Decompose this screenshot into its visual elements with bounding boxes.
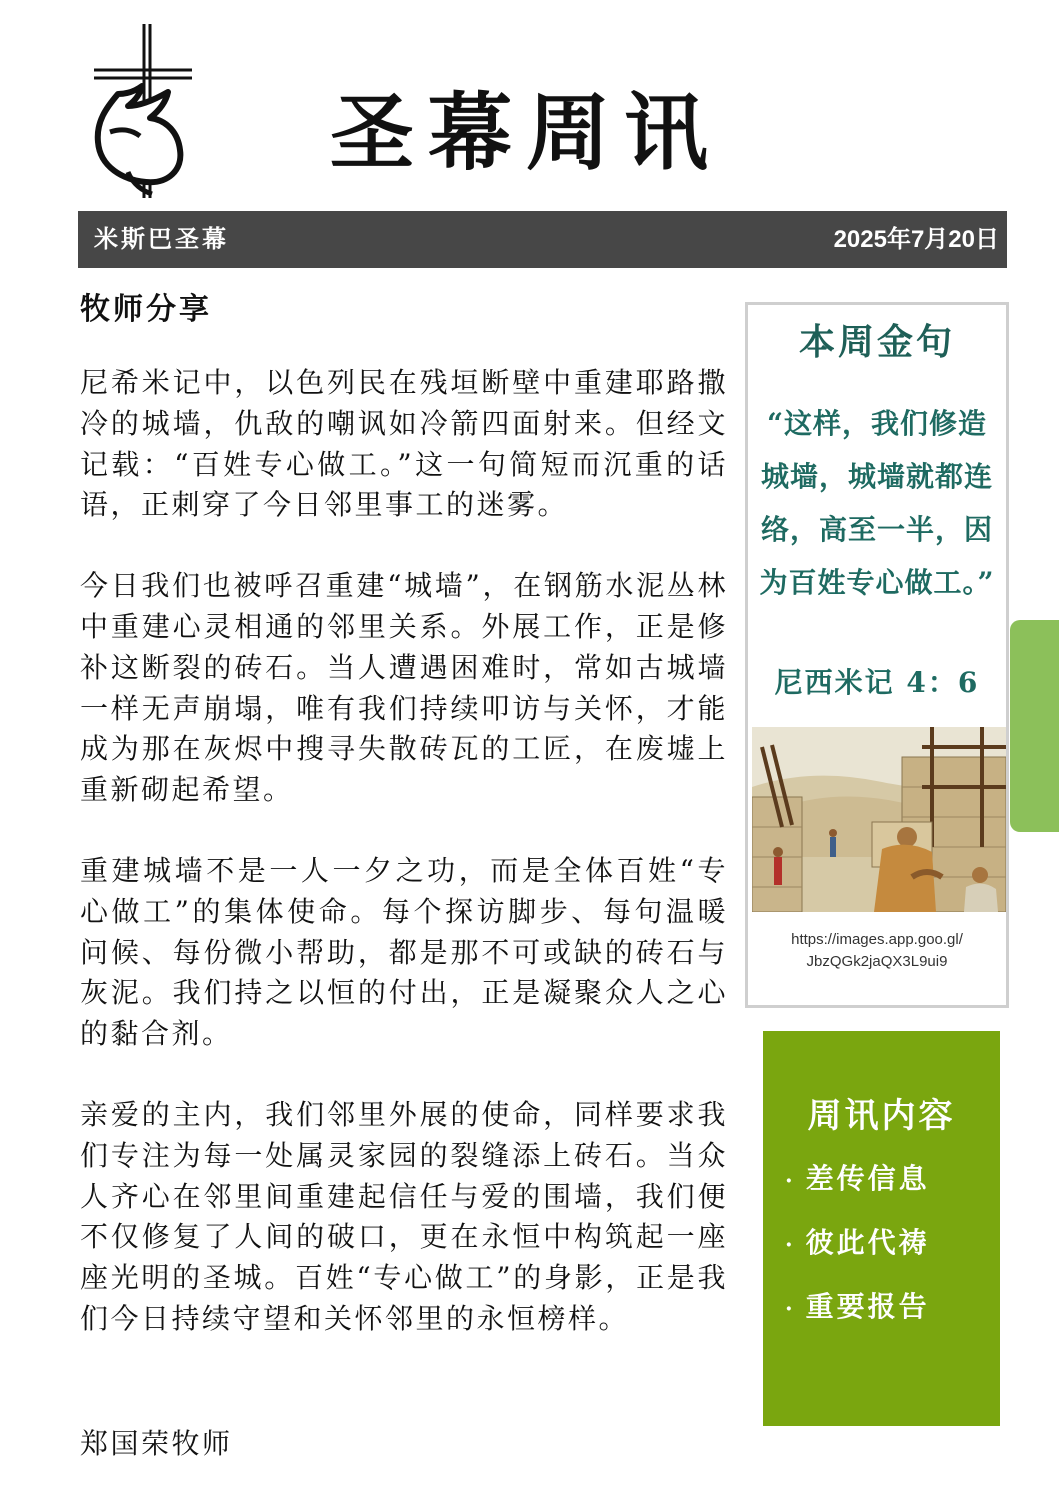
verse-text: “这样，我们修造城墙，城墙就都连络，高至一半，因为百姓专心做工。” <box>759 407 995 599</box>
bullet-icon: · <box>785 1296 796 1322</box>
contents-item-label: 差传信息 <box>805 1162 930 1195</box>
contents-list <box>785 1157 930 1349</box>
pastor-signature: 郑国荣牧师 <box>80 1427 233 1460</box>
contents-item <box>785 1221 930 1267</box>
article-paragraph: 今日我们也被呼召重建“城墙”，在钢筋水泥丛林中重建心灵相通的邻里关系。外展工作，正是修补这断裂的砖石。当人遭遇困难时，常如古城墙一样无声崩塌，唯有我们持续叩访与关怀，才能成为那在灰烬中搜寻失散砖瓦的工匠，在废墟上重新砌起希望。 <box>80 569 728 807</box>
header-banner <box>78 211 1007 268</box>
bullet-icon: · <box>785 1232 796 1258</box>
church-name: 米斯巴圣幕 <box>94 225 229 253</box>
image-url-line-1: https://images.app.goo.gl/ <box>791 931 963 948</box>
contents-item <box>785 1157 930 1203</box>
issue-date: 2025年7月20日 <box>833 226 999 253</box>
article-paragraph: 尼希米记中，以色列民在残垣断壁中重建耶路撒冷的城墙，仇敌的嘲讽如冷箭四面射来。但经文记载：“百姓专心做工。”这一句简短而沉重的话语，正刺穿了今日邻里事工的迷雾。 <box>80 366 728 522</box>
contents-title: 周讯内容 <box>807 1096 956 1136</box>
verse-title: 本周金句 <box>798 321 955 363</box>
contents-item-label: 重要报告 <box>805 1290 930 1323</box>
cross-and-dove-icon <box>88 22 198 202</box>
contents-item-label: 彼此代祷 <box>805 1226 930 1259</box>
weekly-verse-box <box>745 302 1009 1008</box>
verse-reference: 尼西米记 4：6 <box>774 666 980 699</box>
newsletter-title: 圣幕周讯 <box>330 83 723 182</box>
wall-rebuilding-illustration <box>752 727 1006 912</box>
bullet-icon: · <box>785 1168 796 1194</box>
side-tab <box>1010 620 1059 832</box>
pastor-article <box>80 363 728 1380</box>
contents-item <box>785 1285 930 1331</box>
article-heading: 牧师分享 <box>80 292 212 327</box>
article-paragraph: 亲爱的主内，我们邻里外展的使命，同样要求我们专注为每一处属灵家园的裂缝添上砖石。当众人齐心在邻里间重建起信任与爱的围墙，我们便不仅修复了人间的破口，更在永恒中构筑起一座座光明的圣城。百姓“专心做工”的身影，正是我们今日持续守望和关怀邻里的永恒榜样。 <box>80 1097 728 1335</box>
article-paragraph: 重建城墙不是一人一夕之功，而是全体百姓“专心做工”的集体使命。每个探访脚步、每句温暖问候、每份微小帮助，都是那不可或缺的砖石与灰泥。我们持之以恒的付出，正是凝聚众人之心的黏合剂。 <box>80 853 728 1051</box>
newsletter-contents-box <box>763 1031 1000 1426</box>
image-url-line-2: JbzQGk2jaQX3L9ui9 <box>806 953 948 970</box>
image-source-url[interactable] <box>748 929 1006 973</box>
